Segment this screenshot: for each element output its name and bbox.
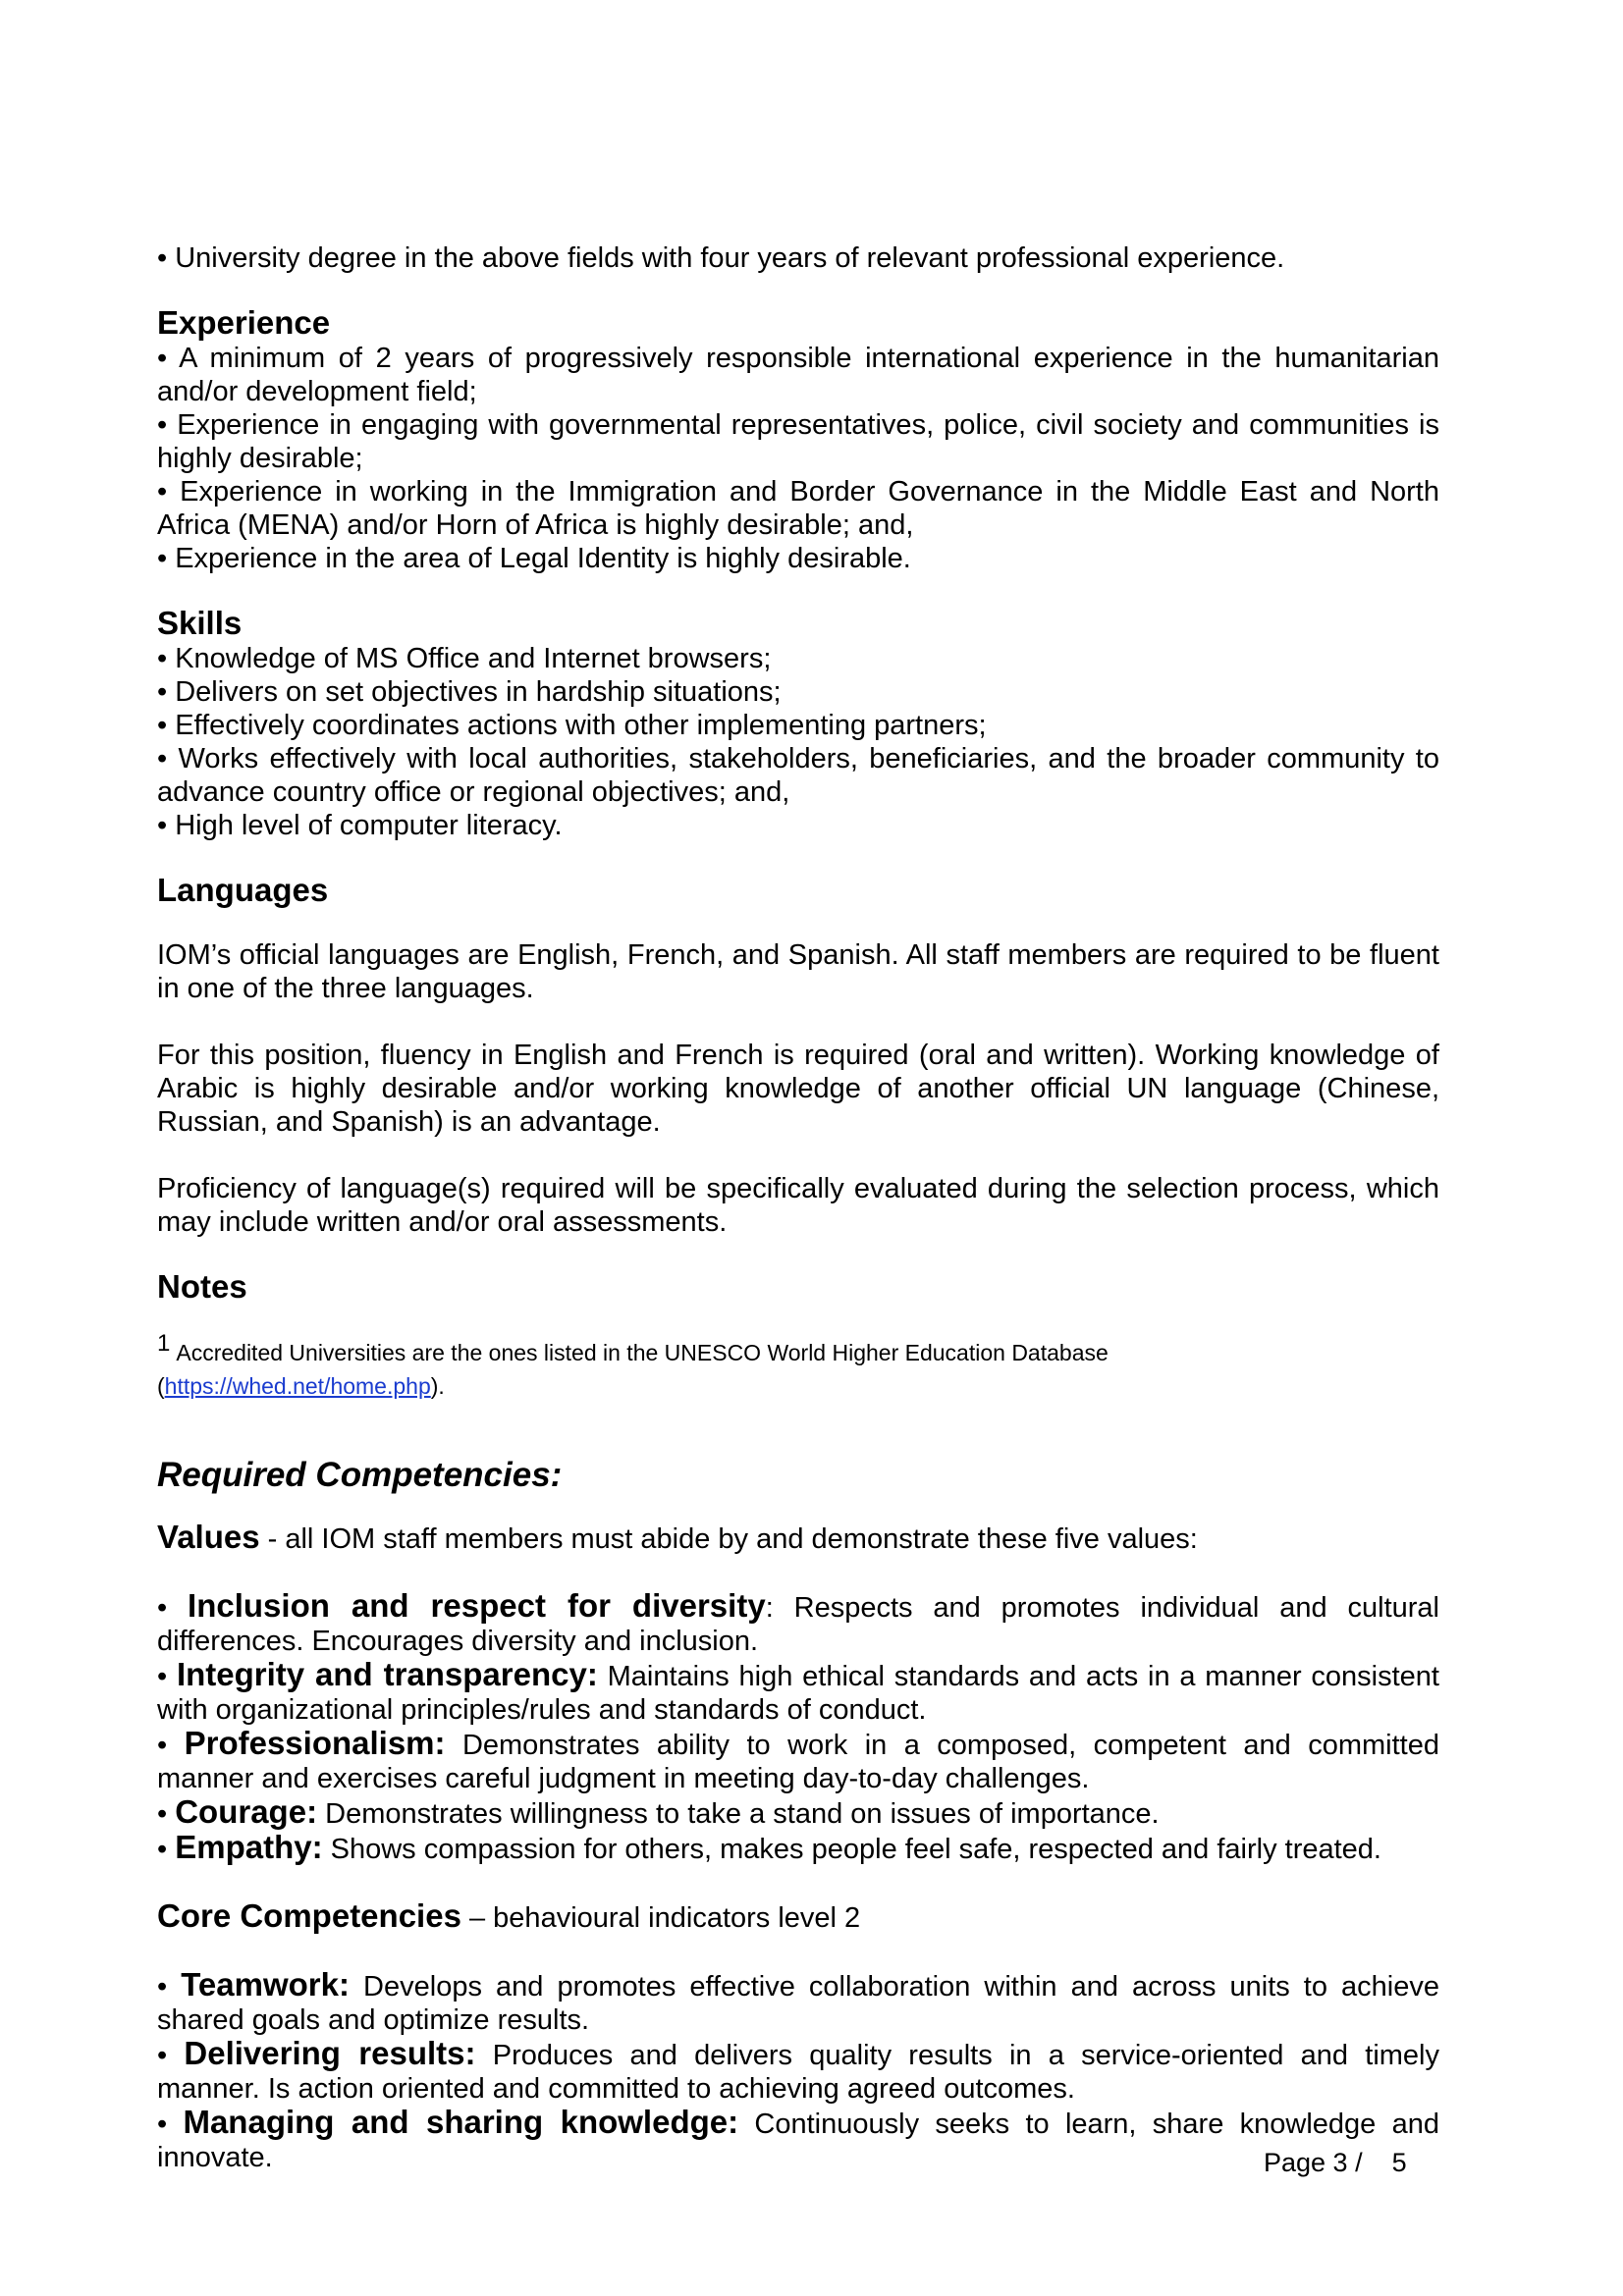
languages-heading: Languages xyxy=(157,872,329,908)
value-text: Shows compassion for others, makes people feel safe, respected and fairly treated. xyxy=(322,1834,1381,1865)
values-intro xyxy=(157,1521,1439,1556)
bullet: • xyxy=(157,1592,189,1624)
core-text: Produces and delivers quality results in a service-oriented and timely manner. Is action oriented and committed to achieving agreed outcomes. xyxy=(157,2040,1439,2105)
value-item xyxy=(157,1831,1439,1866)
experience-item: • Experience in the area of Legal Identity is highly desirable. xyxy=(157,543,911,574)
bullet: • xyxy=(157,1834,176,1865)
value-term: Empathy: xyxy=(175,1829,323,1865)
skills-heading: Skills xyxy=(157,605,243,641)
notes-heading: Notes xyxy=(157,1268,247,1305)
page-label: Page 3 / 5 xyxy=(1264,2148,1407,2177)
value-text: Demonstrates ability to work in a composed, competent and committed manner and exercises careful judgment in meeting day-to-day challenges. xyxy=(157,1730,1439,1794)
close-paren: ). xyxy=(430,1373,445,1399)
core-text: Develops and promotes effective collaboration within and across units to achieve shared goals and optimize results. xyxy=(157,1971,1439,2036)
core-item xyxy=(157,2106,1439,2174)
core-intro xyxy=(157,1899,1439,1935)
skills-item: • Delivers on set objectives in hardship situations; xyxy=(157,676,782,708)
core-item xyxy=(157,2037,1439,2106)
bullet: • xyxy=(157,1730,185,1761)
value-term: Inclusion and respect for diversity xyxy=(188,1587,766,1624)
page-number xyxy=(1264,2148,1407,2178)
experience-item: • A minimum of 2 years of progressively responsible international experience in the humanitarian and/or development field; xyxy=(157,343,1439,407)
core-text: Continuously seeks to learn, share knowledge and innovate. xyxy=(157,2109,1440,2173)
core-term: Teamwork: xyxy=(181,1966,350,2002)
value-item xyxy=(157,1795,1439,1831)
skills-item: • High level of computer literacy. xyxy=(157,810,563,841)
languages-paragraph: For this position, fluency in English and French is required (oral and written). Working knowledge of Arabic is highly desirable and/or working knowledge of another official UN language (Chinese, Russian, and Spanish) is an advantage. xyxy=(157,1040,1439,1138)
value-text: Maintains high ethical standards and acts in a manner consistent with organizational principles/rules and standards of conduct. xyxy=(157,1661,1439,1726)
bullet: • xyxy=(157,1971,182,2002)
required-competencies-heading: Required Competencies: xyxy=(157,1456,563,1494)
value-item xyxy=(157,1589,1439,1658)
skills-item: • Knowledge of MS Office and Internet browsers; xyxy=(157,643,772,674)
degree-requirement: • University degree in the above fields with four years of relevant professional experience. xyxy=(157,242,1285,274)
document-page xyxy=(157,241,1439,2174)
footnote-link-line xyxy=(157,1369,1439,1403)
experience-heading: Experience xyxy=(157,304,331,341)
whed-link[interactable]: https://whed.net/home.php xyxy=(164,1373,431,1399)
experience-item: • Experience in engaging with governmental representatives, police, civil society and communities is highly desirable; xyxy=(157,409,1439,474)
core-term: Delivering results: xyxy=(184,2035,476,2071)
footnote xyxy=(157,1327,1439,1369)
footnote-text: Accredited Universities are the ones listed in the UNESCO World Higher Education Database xyxy=(176,1340,1109,1365)
core-intro-text: – behavioural indicators level 2 xyxy=(460,1902,861,1934)
value-text: : Respects and promotes individual and cultural differences. Encourages diversity and inclusion. xyxy=(157,1592,1439,1657)
value-term: Professionalism: xyxy=(184,1725,446,1761)
open-paren: ( xyxy=(157,1373,165,1399)
footnote-mark: 1 xyxy=(157,1330,171,1357)
languages-paragraph: Proficiency of language(s) required will be specifically evaluated during the selection process, which may include written and/or oral assessments. xyxy=(157,1173,1439,1238)
bullet: • xyxy=(157,2040,185,2071)
core-item xyxy=(157,1968,1439,2037)
value-term: Integrity and transparency: xyxy=(176,1656,598,1692)
skills-item: • Effectively coordinates actions with other implementing partners; xyxy=(157,710,987,741)
bullet: • xyxy=(157,1661,177,1692)
value-term: Courage: xyxy=(175,1793,318,1830)
experience-item: • Experience in working in the Immigration and Border Governance in the Middle East and North Africa (MENA) and/or Horn of Africa is highly desirable; and, xyxy=(157,476,1439,541)
core-label: Core Competencies xyxy=(157,1897,461,1934)
value-item xyxy=(157,1658,1439,1727)
skills-item: • Works effectively with local authorities, stakeholders, beneficiaries, and the broader community to advance country office or regional objectives; and, xyxy=(157,743,1439,808)
core-term: Managing and sharing knowledge: xyxy=(183,2104,739,2140)
values-label: Values xyxy=(157,1519,260,1555)
languages-paragraph: IOM’s official languages are English, French, and Spanish. All staff members are required to be fluent in one of the three languages. xyxy=(157,939,1439,1004)
bullet: • xyxy=(157,1798,176,1830)
bullet: • xyxy=(157,2109,184,2140)
value-text: Demonstrates willingness to take a stand on issues of importance. xyxy=(317,1798,1160,1830)
value-item xyxy=(157,1727,1439,1795)
values-intro-text: - all IOM staff members must abide by and demonstrate these five values: xyxy=(259,1523,1198,1555)
